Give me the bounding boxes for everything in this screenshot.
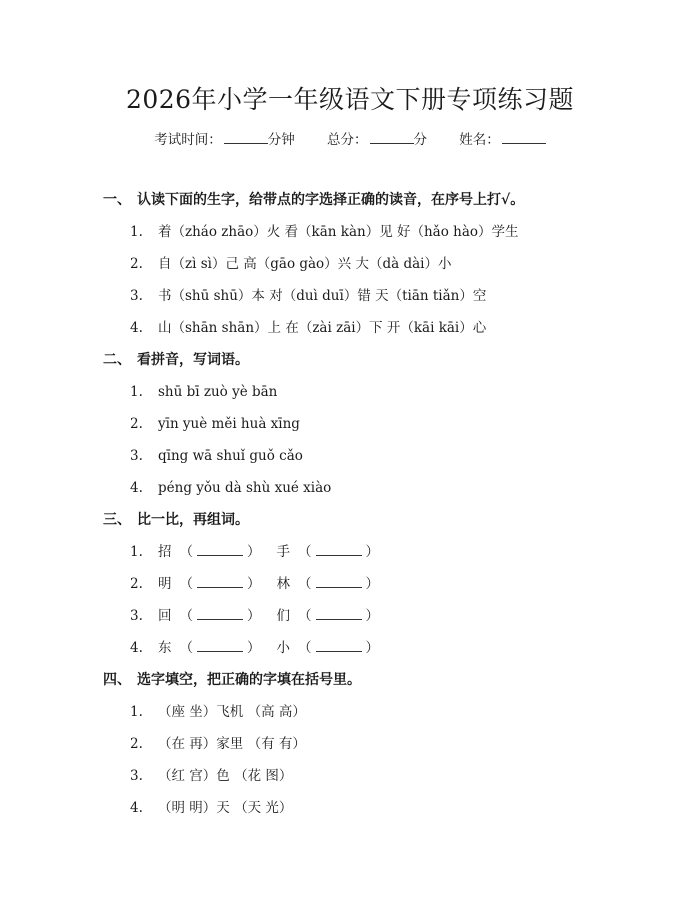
item-text: 书（shū shū）本 对（duì duī）错 天（tiān tiǎn）空 bbox=[158, 288, 487, 304]
item-text: （座 坐）飞机 （高 高） bbox=[158, 704, 306, 720]
exam-time-blank[interactable] bbox=[224, 130, 268, 144]
item-text: qīng wā shuǐ guǒ cǎo bbox=[158, 448, 303, 464]
question-item bbox=[130, 478, 331, 498]
section-instruction: 比一比，再组词。 bbox=[137, 512, 249, 528]
total-score-field bbox=[327, 132, 431, 148]
close-paren: ） bbox=[365, 544, 379, 560]
total-score-label: 总分： bbox=[327, 132, 368, 148]
item-number: 1. bbox=[130, 704, 143, 720]
item-text: 山（shān shān）上 在（zài zāi）下 开（kāi kāi）心 bbox=[158, 320, 487, 336]
item-number: 1. bbox=[130, 544, 143, 560]
compare-char-a: 招 bbox=[158, 544, 172, 560]
item-number: 4. bbox=[130, 480, 143, 496]
question-item bbox=[130, 286, 486, 306]
student-name-blank[interactable] bbox=[502, 130, 546, 144]
answer-blank[interactable] bbox=[316, 639, 362, 652]
item-text: （在 再）家里 （有 有） bbox=[158, 736, 306, 752]
open-paren: （ bbox=[179, 640, 193, 656]
item-text: 自（zì sì）己 高（gāo gào）兴 大（dà dài）小 bbox=[158, 256, 452, 272]
question-item bbox=[130, 798, 292, 818]
exam-time-label: 考试时间： bbox=[154, 132, 222, 148]
answer-blank[interactable] bbox=[197, 543, 243, 556]
total-score-blank[interactable] bbox=[370, 130, 414, 144]
compare-item bbox=[130, 574, 379, 594]
item-number: 2. bbox=[130, 256, 143, 272]
compare-char-a: 回 bbox=[158, 608, 172, 624]
close-paren: ） bbox=[247, 576, 261, 592]
item-text: （红 宫）色 （花 图） bbox=[158, 768, 293, 784]
section-number: 三、 bbox=[103, 512, 131, 528]
compare-item bbox=[130, 542, 379, 562]
question-item bbox=[130, 702, 306, 722]
open-paren: （ bbox=[298, 544, 312, 560]
compare-char-a: 明 bbox=[158, 576, 172, 592]
total-score-unit: 分 bbox=[413, 132, 427, 148]
close-paren: ） bbox=[365, 640, 379, 656]
question-item bbox=[130, 222, 519, 242]
answer-blank[interactable] bbox=[197, 575, 243, 588]
section-instruction: 选字填空，把正确的字填在括号里。 bbox=[137, 672, 361, 688]
item-number: 2. bbox=[130, 576, 143, 592]
compare-char-b: 手 bbox=[276, 544, 290, 560]
student-name-field bbox=[459, 132, 546, 148]
item-number: 1. bbox=[130, 384, 143, 400]
section-3-heading bbox=[103, 510, 249, 530]
item-number: 3. bbox=[130, 608, 143, 624]
page-title: 2026年小学一年级语文下册专项练习题 bbox=[125, 85, 575, 114]
close-paren: ） bbox=[365, 576, 379, 592]
close-paren: ） bbox=[247, 640, 261, 656]
item-number: 2. bbox=[130, 416, 143, 432]
item-number: 3. bbox=[130, 448, 143, 464]
item-number: 1. bbox=[130, 224, 143, 240]
compare-item bbox=[130, 606, 379, 626]
open-paren: （ bbox=[298, 608, 312, 624]
exam-time-unit: 分钟 bbox=[267, 132, 295, 148]
question-item bbox=[130, 734, 306, 754]
section-4-heading bbox=[103, 670, 361, 690]
question-item bbox=[130, 446, 303, 466]
compare-char-b: 林 bbox=[276, 576, 290, 592]
answer-blank[interactable] bbox=[316, 575, 362, 588]
compare-char-b: 们 bbox=[276, 608, 290, 624]
question-item bbox=[130, 318, 486, 338]
compare-char-b: 小 bbox=[276, 640, 290, 656]
item-number: 3. bbox=[130, 288, 143, 304]
answer-blank[interactable] bbox=[316, 543, 362, 556]
answer-blank[interactable] bbox=[197, 639, 243, 652]
section-number: 一、 bbox=[103, 192, 131, 208]
item-number: 2. bbox=[130, 736, 143, 752]
item-text: péng yǒu dà shù xué xiào bbox=[158, 480, 332, 496]
section-number: 四、 bbox=[103, 672, 131, 688]
section-1-heading bbox=[103, 190, 524, 210]
open-paren: （ bbox=[298, 640, 312, 656]
answer-blank[interactable] bbox=[316, 607, 362, 620]
item-text: shū bī zuò yè bān bbox=[158, 384, 278, 400]
question-item bbox=[130, 382, 277, 402]
compare-char-a: 东 bbox=[158, 640, 172, 656]
exam-time-field bbox=[154, 132, 299, 148]
close-paren: ） bbox=[247, 544, 261, 560]
exam-info-line bbox=[0, 130, 700, 150]
open-paren: （ bbox=[179, 544, 193, 560]
student-name-label: 姓名： bbox=[459, 132, 500, 148]
item-number: 4. bbox=[130, 800, 143, 816]
question-item bbox=[130, 766, 292, 786]
question-item bbox=[130, 414, 300, 434]
item-text: 着（zháo zhāo）火 看（kān kàn）见 好（hǎo hào）学生 bbox=[158, 224, 519, 240]
answer-blank[interactable] bbox=[197, 607, 243, 620]
section-instruction: 认读下面的生字，给带点的字选择正确的读音，在序号上打√。 bbox=[137, 192, 525, 208]
open-paren: （ bbox=[179, 608, 193, 624]
item-text: （明 明）天 （天 光） bbox=[158, 800, 293, 816]
item-number: 3. bbox=[130, 768, 143, 784]
compare-item bbox=[130, 638, 379, 658]
close-paren: ） bbox=[247, 608, 261, 624]
section-instruction: 看拼音，写词语。 bbox=[137, 352, 249, 368]
close-paren: ） bbox=[365, 608, 379, 624]
section-2-heading bbox=[103, 350, 249, 370]
item-text: yīn yuè měi huà xīng bbox=[158, 416, 300, 432]
open-paren: （ bbox=[298, 576, 312, 592]
open-paren: （ bbox=[179, 576, 193, 592]
item-number: 4. bbox=[130, 320, 143, 336]
item-number: 4. bbox=[130, 640, 143, 656]
question-item bbox=[130, 254, 451, 274]
section-number: 二、 bbox=[103, 352, 131, 368]
